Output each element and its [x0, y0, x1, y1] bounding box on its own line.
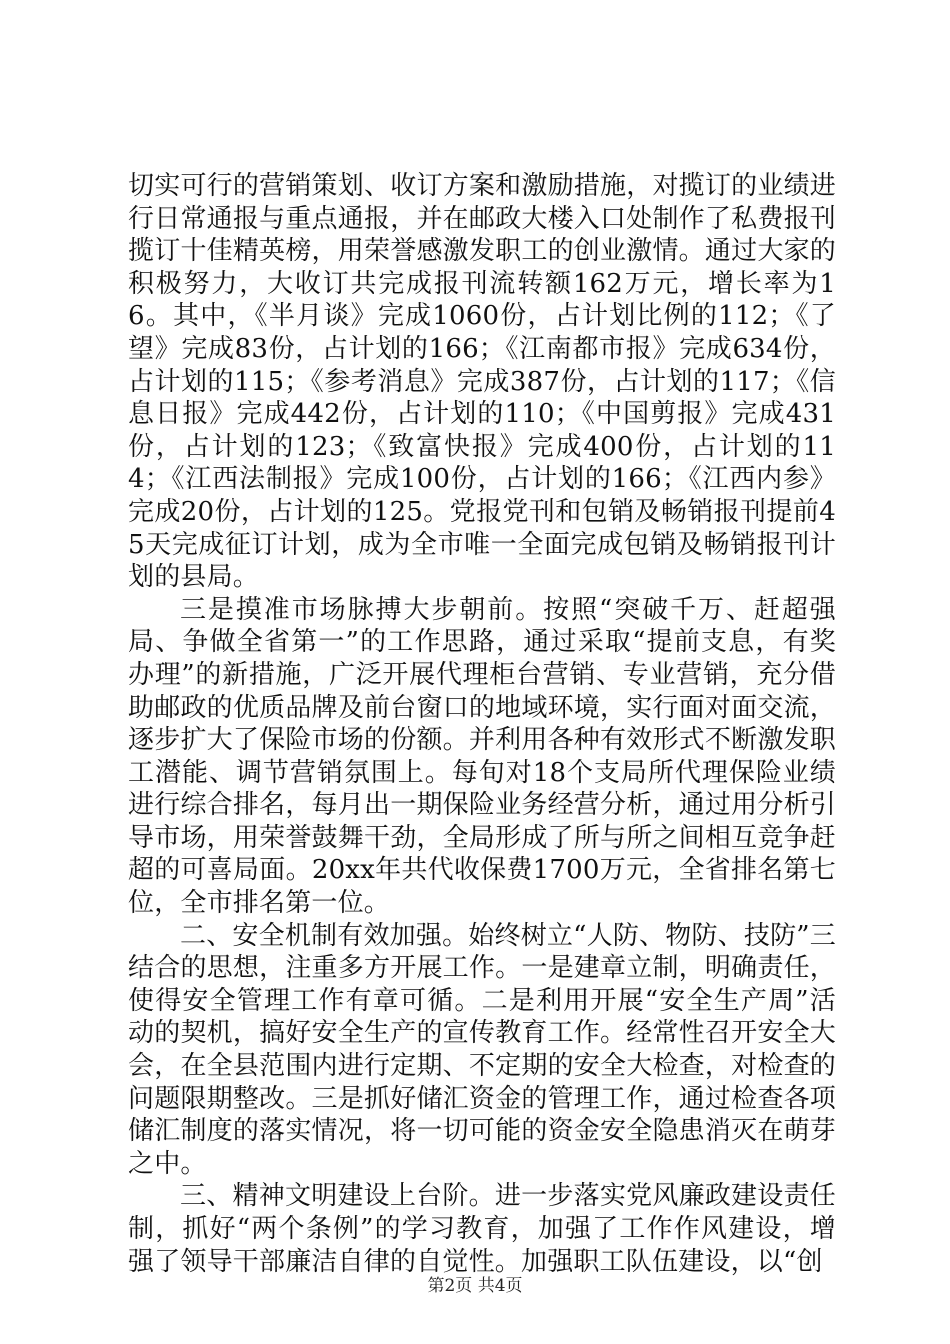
paragraph-spiritual-civilization: 三、精神文明建设上台阶。进一步落实党风廉政建设责任制，抓好“两个条例”的学习教育，加强了工作作风建设，增强了领导干部廉洁自律的自觉性。加强职工队伍建设，以“创 [128, 1181, 836, 1277]
paragraph-market-insurance: 三是摸准市场脉搏大步朝前。按照“突破千万、赶超强局、争做全省第一”的工作思路，通过采取“提前支息，有奖办理”的新措施，广泛开展代理柜台营销、专业营销，充分借助邮政的优质品牌及前台窗口的地域环境，实行面对面交流，逐步扩大了保险市场的份额。并利用各种有效形式不断激发职工潜能、调节营销氛围上。每旬对18个支局所代理保险业绩进行综合排名，每月出一期保险业务经营分析，通过用分析引导市场，用荣誉鼓舞干劲，全局形成了所与所之间相互竞争赶超的可喜局面。20xx年共代收保费1700万元，全省排名第七位，全市排名第一位。 [128, 594, 836, 919]
page-number-footer: 第2页 共4页 [427, 1276, 523, 1296]
document-body [128, 170, 836, 1278]
paragraph-continuation: 切实可行的营销策划、收订方案和激励措施，对揽订的业绩进行日常通报与重点通报，并在邮政大楼入口处制作了私费报刊揽订十佳精英榜，用荣誉感激发职工的创业激情。通过大家的积极努力，大收订共完成报刊流转额162万元，增长率为16。其中，《半月谈》完成1060份，占计划比例的112；《了望》完成83份，占计划的166；《江南都市报》完成634份，占计划的115；《参考消息》完成387份，占计划的117；《信息日报》完成442份，占计划的110；《中国剪报》完成431份，占计划的123；《致富快报》完成400份，占计划的114；《江西法制报》完成100份，占计划的166；《江西内参》完成20份，占计划的125。党报党刊和包销及畅销报刊提前45天完成征订计划，成为全市唯一全面完成包销及畅销报刊计划的县局。 [128, 171, 836, 593]
paragraph-safety-mechanism: 二、安全机制有效加强。始终树立“人防、物防、技防”三结合的思想，注重多方开展工作。一是建章立制，明确责任，使得安全管理工作有章可循。二是利用开展“安全生产周”活动的契机，搞好安全生产的宣传教育工作。经常性召开安全大会，在全县范围内进行定期、不定期的安全大检查，对检查的问题限期整改。三是抓好储汇资金的管理工作，通过检查各项储汇制度的落实情况，将一切可能的资金安全隐患消灭在萌芽之中。 [128, 920, 836, 1179]
